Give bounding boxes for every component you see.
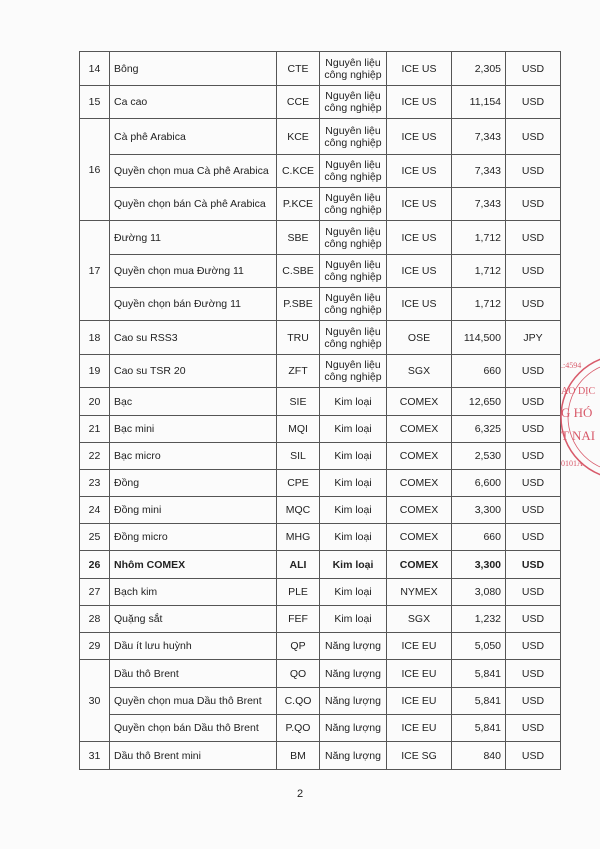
commodity-table-body: [80, 52, 561, 770]
row-number-cell: 19: [80, 355, 110, 388]
table-row: [80, 715, 561, 742]
table-row: [80, 688, 561, 715]
name-cell: Bạch kim: [110, 579, 277, 606]
table-row: [80, 470, 561, 497]
cur-cell: USD: [506, 633, 561, 660]
val-cell: 840: [452, 742, 506, 770]
table-row: [80, 188, 561, 221]
ex-cell: ICE EU: [387, 660, 452, 688]
name-cell: Dầu thô Brent: [110, 660, 277, 688]
grp-cell: Nguyên liệu công nghiệp: [320, 86, 387, 119]
row-number-cell: 14: [80, 52, 110, 86]
table-row: [80, 388, 561, 416]
cur-cell: USD: [506, 388, 561, 416]
cur-cell: USD: [506, 660, 561, 688]
ex-cell: ICE US: [387, 188, 452, 221]
grp-cell: Năng lượng: [320, 688, 387, 715]
val-cell: 7,343: [452, 188, 506, 221]
grp-cell: Nguyên liệu công nghiệp: [320, 119, 387, 155]
val-cell: 1,712: [452, 288, 506, 321]
table-row: [80, 355, 561, 388]
ex-cell: NYMEX: [387, 579, 452, 606]
table-row: [80, 86, 561, 119]
code-cell: CPE: [277, 470, 320, 497]
name-cell: Quyền chọn mua Đường 11: [110, 255, 277, 288]
val-cell: 3,300: [452, 497, 506, 524]
grp-cell: Nguyên liệu công nghiệp: [320, 155, 387, 188]
grp-cell: Kim loại: [320, 443, 387, 470]
val-cell: 3,080: [452, 579, 506, 606]
code-cell: FEF: [277, 606, 320, 633]
row-number-cell: 21: [80, 416, 110, 443]
grp-cell: Năng lượng: [320, 742, 387, 770]
grp-cell: Nguyên liệu công nghiệp: [320, 221, 387, 255]
row-number-cell: 29: [80, 633, 110, 660]
ex-cell: ICE US: [387, 52, 452, 86]
cur-cell: USD: [506, 524, 561, 551]
name-cell: Dầu ít lưu huỳnh: [110, 633, 277, 660]
stamp-text-line: T NAI: [561, 428, 596, 443]
code-cell: MHG: [277, 524, 320, 551]
code-cell: ZFT: [277, 355, 320, 388]
cur-cell: JPY: [506, 321, 561, 355]
ex-cell: ICE US: [387, 119, 452, 155]
code-cell: P.KCE: [277, 188, 320, 221]
ex-cell: OSE: [387, 321, 452, 355]
name-cell: Cao su RSS3: [110, 321, 277, 355]
row-number-cell: 16: [80, 119, 110, 221]
val-cell: 7,343: [452, 119, 506, 155]
name-cell: Cà phê Arabica: [110, 119, 277, 155]
cur-cell: USD: [506, 551, 561, 579]
name-cell: Nhôm COMEX: [110, 551, 277, 579]
table-row: [80, 221, 561, 255]
row-number-cell: 18: [80, 321, 110, 355]
val-cell: 114,500: [452, 321, 506, 355]
grp-cell: Nguyên liệu công nghiệp: [320, 255, 387, 288]
table-row: [80, 255, 561, 288]
code-cell: MQI: [277, 416, 320, 443]
cur-cell: USD: [506, 688, 561, 715]
code-cell: BM: [277, 742, 320, 770]
code-cell: CCE: [277, 86, 320, 119]
cur-cell: USD: [506, 355, 561, 388]
val-cell: 5,050: [452, 633, 506, 660]
val-cell: 1,712: [452, 255, 506, 288]
name-cell: Quyền chọn bán Cà phê Arabica: [110, 188, 277, 221]
code-cell: P.QO: [277, 715, 320, 742]
table-row: [80, 606, 561, 633]
name-cell: Bạc: [110, 388, 277, 416]
table-row: [80, 633, 561, 660]
val-cell: 12,650: [452, 388, 506, 416]
table-row: [80, 119, 561, 155]
ex-cell: ICE SG: [387, 742, 452, 770]
table-row: [80, 551, 561, 579]
val-cell: 2,530: [452, 443, 506, 470]
grp-cell: Nguyên liệu công nghiệp: [320, 188, 387, 221]
stamp-text-line: AO DỊC: [561, 386, 596, 397]
code-cell: MQC: [277, 497, 320, 524]
ex-cell: ICE US: [387, 255, 452, 288]
name-cell: Quặng sắt: [110, 606, 277, 633]
ex-cell: SGX: [387, 355, 452, 388]
ex-cell: ICE US: [387, 86, 452, 119]
code-cell: TRU: [277, 321, 320, 355]
ex-cell: COMEX: [387, 416, 452, 443]
val-cell: 11,154: [452, 86, 506, 119]
row-number-cell: 24: [80, 497, 110, 524]
ex-cell: COMEX: [387, 443, 452, 470]
val-cell: 6,600: [452, 470, 506, 497]
name-cell: Đồng mini: [110, 497, 277, 524]
name-cell: Ca cao: [110, 86, 277, 119]
cur-cell: USD: [506, 86, 561, 119]
ex-cell: ICE EU: [387, 633, 452, 660]
grp-cell: Kim loại: [320, 551, 387, 579]
grp-cell: Kim loại: [320, 470, 387, 497]
name-cell: Dầu thô Brent mini: [110, 742, 277, 770]
stamp-text-line: G HÓ: [561, 405, 593, 420]
cur-cell: USD: [506, 579, 561, 606]
ex-cell: ICE EU: [387, 688, 452, 715]
val-cell: 2,305: [452, 52, 506, 86]
row-number-cell: 31: [80, 742, 110, 770]
grp-cell: Nguyên liệu công nghiệp: [320, 355, 387, 388]
val-cell: 5,841: [452, 715, 506, 742]
table-row: [80, 524, 561, 551]
cur-cell: USD: [506, 155, 561, 188]
name-cell: Bạc micro: [110, 443, 277, 470]
code-cell: QO: [277, 660, 320, 688]
code-cell: C.SBE: [277, 255, 320, 288]
val-cell: 660: [452, 355, 506, 388]
stamp-text-line: 0101A: [561, 459, 583, 468]
name-cell: Quyền chọn mua Cà phê Arabica: [110, 155, 277, 188]
row-number-cell: 22: [80, 443, 110, 470]
name-cell: Bông: [110, 52, 277, 86]
val-cell: 3,300: [452, 551, 506, 579]
row-number-cell: 26: [80, 551, 110, 579]
code-cell: QP: [277, 633, 320, 660]
grp-cell: Nguyên liệu công nghiệp: [320, 288, 387, 321]
table-row: [80, 288, 561, 321]
grp-cell: Nguyên liệu công nghiệp: [320, 321, 387, 355]
grp-cell: Kim loại: [320, 497, 387, 524]
code-cell: SIL: [277, 443, 320, 470]
table-row: [80, 443, 561, 470]
ex-cell: COMEX: [387, 497, 452, 524]
code-cell: CTE: [277, 52, 320, 86]
name-cell: Quyền chọn bán Dầu thô Brent: [110, 715, 277, 742]
cur-cell: USD: [506, 255, 561, 288]
cur-cell: USD: [506, 470, 561, 497]
cur-cell: USD: [506, 497, 561, 524]
cur-cell: USD: [506, 416, 561, 443]
ex-cell: ICE EU: [387, 715, 452, 742]
code-cell: P.SBE: [277, 288, 320, 321]
code-cell: C.KCE: [277, 155, 320, 188]
cur-cell: USD: [506, 221, 561, 255]
cur-cell: USD: [506, 742, 561, 770]
table-row: [80, 52, 561, 86]
ex-cell: COMEX: [387, 388, 452, 416]
name-cell: Đồng micro: [110, 524, 277, 551]
grp-cell: Năng lượng: [320, 715, 387, 742]
table-row: [80, 416, 561, 443]
val-cell: 660: [452, 524, 506, 551]
val-cell: 1,712: [452, 221, 506, 255]
row-number-cell: 27: [80, 579, 110, 606]
code-cell: KCE: [277, 119, 320, 155]
grp-cell: Kim loại: [320, 606, 387, 633]
val-cell: 6,325: [452, 416, 506, 443]
table-row: [80, 497, 561, 524]
val-cell: 7,343: [452, 155, 506, 188]
code-cell: C.QO: [277, 688, 320, 715]
code-cell: SIE: [277, 388, 320, 416]
table-row: [80, 155, 561, 188]
name-cell: Quyền chọn bán Đường 11: [110, 288, 277, 321]
page-number: 2: [296, 788, 304, 800]
table-row: [80, 660, 561, 688]
grp-cell: Năng lượng: [320, 633, 387, 660]
row-number-cell: 30: [80, 660, 110, 742]
stamp-text-line: .:4594: [561, 361, 582, 370]
val-cell: 5,841: [452, 660, 506, 688]
cur-cell: USD: [506, 715, 561, 742]
table-row: [80, 742, 561, 770]
red-seal-stamp: [557, 342, 600, 492]
ex-cell: COMEX: [387, 524, 452, 551]
name-cell: Đồng: [110, 470, 277, 497]
grp-cell: Năng lượng: [320, 660, 387, 688]
ex-cell: ICE US: [387, 221, 452, 255]
grp-cell: Kim loại: [320, 388, 387, 416]
code-cell: ALI: [277, 551, 320, 579]
val-cell: 5,841: [452, 688, 506, 715]
commodity-table: [79, 51, 561, 770]
cur-cell: USD: [506, 188, 561, 221]
ex-cell: COMEX: [387, 551, 452, 579]
ex-cell: ICE US: [387, 155, 452, 188]
row-number-cell: 17: [80, 221, 110, 321]
table-row: [80, 321, 561, 355]
cur-cell: USD: [506, 119, 561, 155]
row-number-cell: 15: [80, 86, 110, 119]
code-cell: PLE: [277, 579, 320, 606]
val-cell: 1,232: [452, 606, 506, 633]
row-number-cell: 28: [80, 606, 110, 633]
ex-cell: COMEX: [387, 470, 452, 497]
code-cell: SBE: [277, 221, 320, 255]
grp-cell: Nguyên liệu công nghiệp: [320, 52, 387, 86]
grp-cell: Kim loại: [320, 416, 387, 443]
cur-cell: USD: [506, 52, 561, 86]
row-number-cell: 20: [80, 388, 110, 416]
name-cell: Đường 11: [110, 221, 277, 255]
table-row: [80, 579, 561, 606]
name-cell: Cao su TSR 20: [110, 355, 277, 388]
cur-cell: USD: [506, 288, 561, 321]
grp-cell: Kim loại: [320, 524, 387, 551]
name-cell: Bạc mini: [110, 416, 277, 443]
cur-cell: USD: [506, 606, 561, 633]
ex-cell: ICE US: [387, 288, 452, 321]
row-number-cell: 25: [80, 524, 110, 551]
cur-cell: USD: [506, 443, 561, 470]
name-cell: Quyền chọn mua Dầu thô Brent: [110, 688, 277, 715]
ex-cell: SGX: [387, 606, 452, 633]
grp-cell: Kim loại: [320, 579, 387, 606]
row-number-cell: 23: [80, 470, 110, 497]
